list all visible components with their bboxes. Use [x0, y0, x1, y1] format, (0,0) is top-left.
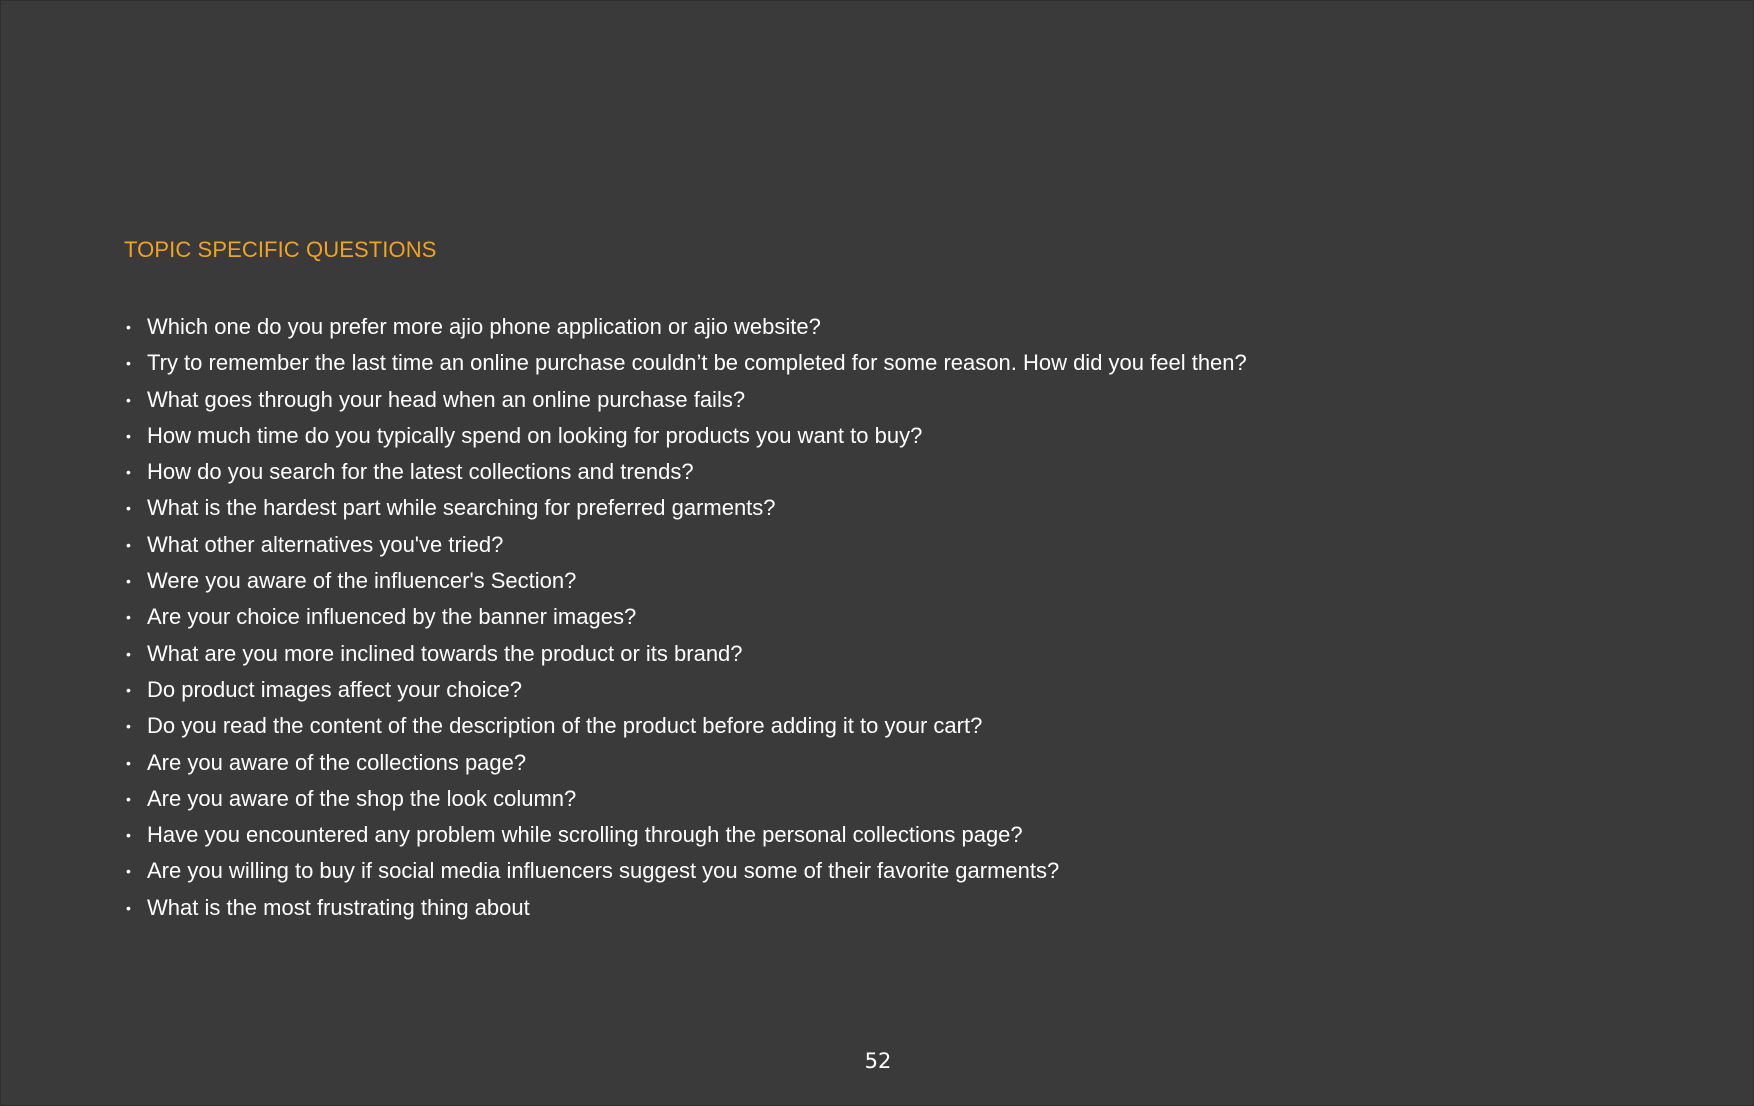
question-item — [124, 563, 1247, 599]
question-item — [124, 309, 1247, 345]
question-item — [124, 890, 1247, 926]
bullet-icon: • — [126, 827, 131, 844]
question-text: What other alternatives you've tried? — [147, 531, 504, 557]
bullet-icon: • — [126, 427, 131, 444]
question-text: Do product images affect your choice? — [147, 676, 523, 702]
question-item — [124, 382, 1247, 418]
question-text: Are your choice influenced by the banner images? — [147, 604, 637, 630]
question-item — [124, 745, 1247, 781]
bullet-icon: • — [126, 500, 131, 517]
question-text: How do you search for the latest collections and trends? — [147, 459, 694, 485]
bullet-icon: • — [126, 319, 131, 335]
bullet-icon: • — [126, 863, 131, 880]
question-text: Are you aware of the shop the look column? — [147, 785, 577, 811]
question-item — [124, 527, 1247, 563]
bullet-icon: • — [126, 464, 131, 481]
section-heading: TOPIC SPECIFIC QUESTIONS — [124, 237, 437, 262]
bullet-icon: • — [126, 391, 131, 408]
question-text: Which one do you prefer more ajio phone application or ajio website? — [147, 314, 821, 339]
question-text: Are you willing to buy if social media influencers suggest you some of their favorite garments? — [147, 858, 1060, 884]
question-text: What are you more inclined towards the product or its brand? — [147, 640, 743, 666]
question-text: Are you aware of the collections page? — [147, 749, 527, 775]
question-item — [124, 817, 1247, 853]
question-text: Were you aware of the influencer's Section? — [147, 568, 577, 594]
bullet-icon: • — [126, 899, 131, 916]
question-text: How much time do you typically spend on looking for products you want to buy? — [147, 422, 923, 448]
bullet-icon: • — [126, 681, 131, 698]
question-text: Do you read the content of the description of the product before adding it to your cart? — [147, 713, 983, 739]
question-item — [124, 853, 1247, 889]
bullet-icon: • — [126, 790, 131, 807]
bullet-icon: • — [126, 609, 131, 626]
bullet-icon: • — [126, 645, 131, 662]
question-item — [124, 345, 1247, 381]
question-text: What goes through your head when an online purchase fails? — [147, 386, 746, 412]
question-item — [124, 454, 1247, 490]
question-item — [124, 781, 1247, 817]
bullet-icon: • — [126, 754, 131, 771]
question-item — [124, 599, 1247, 635]
question-item — [124, 708, 1247, 744]
bullet-icon: • — [126, 573, 131, 590]
question-text: What is the most frustrating thing about — [147, 894, 530, 920]
question-item — [124, 672, 1247, 708]
question-list — [124, 309, 1247, 926]
bullet-icon: • — [126, 355, 131, 372]
question-item — [124, 490, 1247, 526]
question-text: Try to remember the last time an online purchase couldn’t be completed for some reason. How did you feel then? — [147, 350, 1247, 376]
question-text: What is the hardest part while searching for preferred garments? — [147, 495, 776, 521]
bullet-icon: • — [126, 718, 131, 735]
question-text: Have you encountered any problem while scrolling through the personal collections page? — [147, 822, 1023, 848]
question-item — [124, 418, 1247, 454]
bullet-icon: • — [126, 536, 131, 553]
question-item — [124, 636, 1247, 672]
page-number: 52 — [864, 1049, 892, 1073]
